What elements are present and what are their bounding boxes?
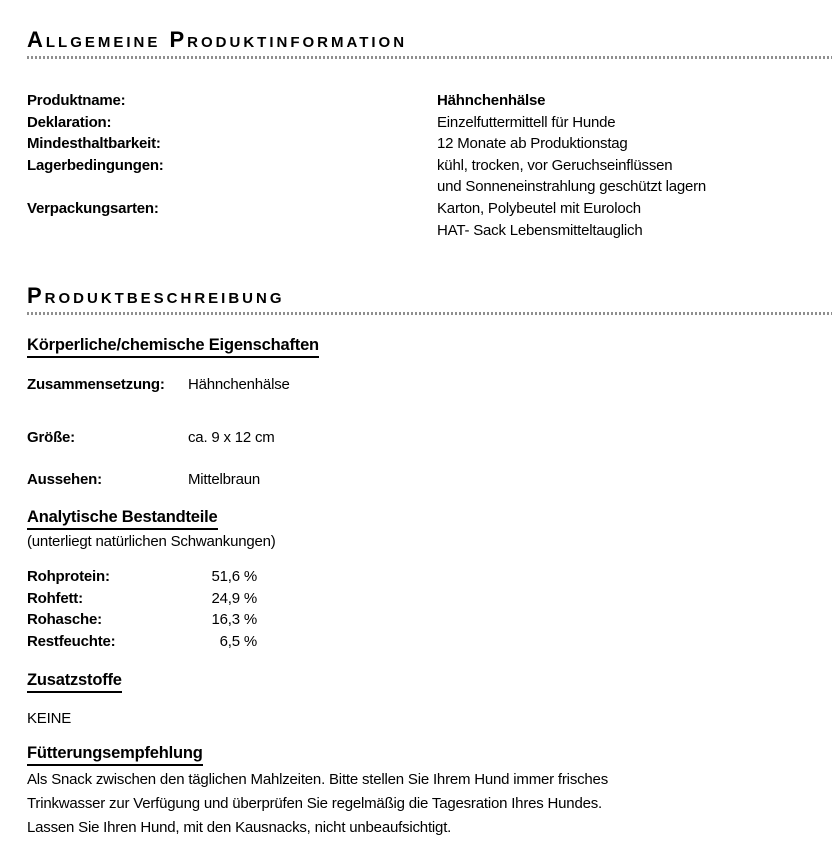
analytical-row — [27, 631, 832, 653]
row-value: und Sonneneinstrahlung geschützt lagern — [437, 178, 707, 196]
additives-heading-wrap — [27, 671, 832, 693]
analytical-label: Restfeuchte: — [27, 632, 116, 650]
analytical-label: Rohprotein: — [27, 567, 110, 585]
physical-heading-wrap — [27, 336, 832, 358]
analytical-table — [27, 566, 832, 652]
row-value: 12 Monate ab Produktionstag — [437, 135, 628, 153]
property-value: Hähnchenhälse — [188, 376, 290, 394]
table-row — [27, 112, 832, 134]
table-row — [27, 220, 832, 242]
analytical-heading-wrap — [27, 508, 832, 530]
feeding-text-line: Trinkwasser zur Verfügung und überprüfen Sie regelmäßig die Tagesration Ihres Hundes. — [27, 795, 602, 813]
property-value: ca. 9 x 12 cm — [188, 428, 275, 446]
property-label: Größe: — [27, 428, 75, 446]
additives-value: KEINE — [27, 710, 72, 728]
row-label: Deklaration: — [27, 113, 112, 131]
property-label: Aussehen: — [27, 471, 102, 489]
heading-rule — [27, 56, 832, 59]
feeding-heading-wrap — [27, 744, 832, 766]
analytical-row — [27, 566, 832, 588]
heading-rule — [27, 312, 832, 315]
page-title: Allgemeine Produktinformation — [27, 27, 408, 52]
general-info-section — [27, 27, 832, 241]
row-label: Produktname: — [27, 92, 126, 109]
row-value: Karton, Polybeutel mit Euroloch — [437, 199, 641, 217]
analytical-note: (unterliegt natürlichen Schwankungen) — [27, 532, 276, 550]
row-value: Einzelfuttermittell für Hunde — [437, 113, 616, 131]
row-label: Verpackungsarten: — [27, 199, 159, 217]
analytical-value: 51,6 % — [211, 567, 257, 585]
table-row — [27, 176, 832, 198]
row-value: kühl, trocken, vor Geruchseinflüssen — [437, 156, 673, 174]
row-label: Lagerbedingungen: — [27, 156, 164, 174]
analytical-components-heading: Analytische Bestandteile — [27, 508, 218, 530]
row-value: Hähnchenhälse — [437, 92, 546, 109]
row-label: Mindesthaltbarkeit: — [27, 135, 161, 153]
feeding-recommendation-heading: Fütterungsempfehlung — [27, 744, 203, 766]
property-row — [27, 374, 832, 396]
table-row — [27, 155, 832, 177]
general-info-table — [27, 90, 832, 241]
physical-properties-heading: Körperliche/chemische Eigenschaften — [27, 336, 319, 358]
product-description-section — [27, 283, 832, 840]
analytical-label: Rohfett: — [27, 589, 83, 607]
property-value: Mittelbraun — [188, 471, 261, 489]
feeding-recommendation-text — [27, 768, 832, 840]
row-value: HAT- Sack Lebensmitteltauglich — [437, 221, 643, 239]
table-row — [27, 198, 832, 220]
analytical-value: 6,5 % — [219, 632, 257, 650]
analytical-label: Rohasche: — [27, 611, 102, 629]
analytical-row — [27, 609, 832, 631]
analytical-value: 16,3 % — [211, 611, 257, 629]
property-row — [27, 469, 832, 491]
analytical-row — [27, 588, 832, 610]
feeding-text-line: Als Snack zwischen den täglichen Mahlzeiten. Bitte stellen Sie Ihrem Hund immer frisches — [27, 771, 609, 789]
additives-heading: Zusatzstoffe — [27, 671, 122, 693]
analytical-value: 24,9 % — [211, 589, 257, 607]
table-row — [27, 133, 832, 155]
feeding-text-line: Lassen Sie Ihren Hund, mit den Kausnacks, nicht unbeaufsichtigt. — [27, 819, 452, 837]
section-title: Produktbeschreibung — [27, 283, 285, 309]
table-row — [27, 90, 832, 112]
property-label: Zusammensetzung: — [27, 376, 165, 394]
property-row — [27, 427, 832, 449]
